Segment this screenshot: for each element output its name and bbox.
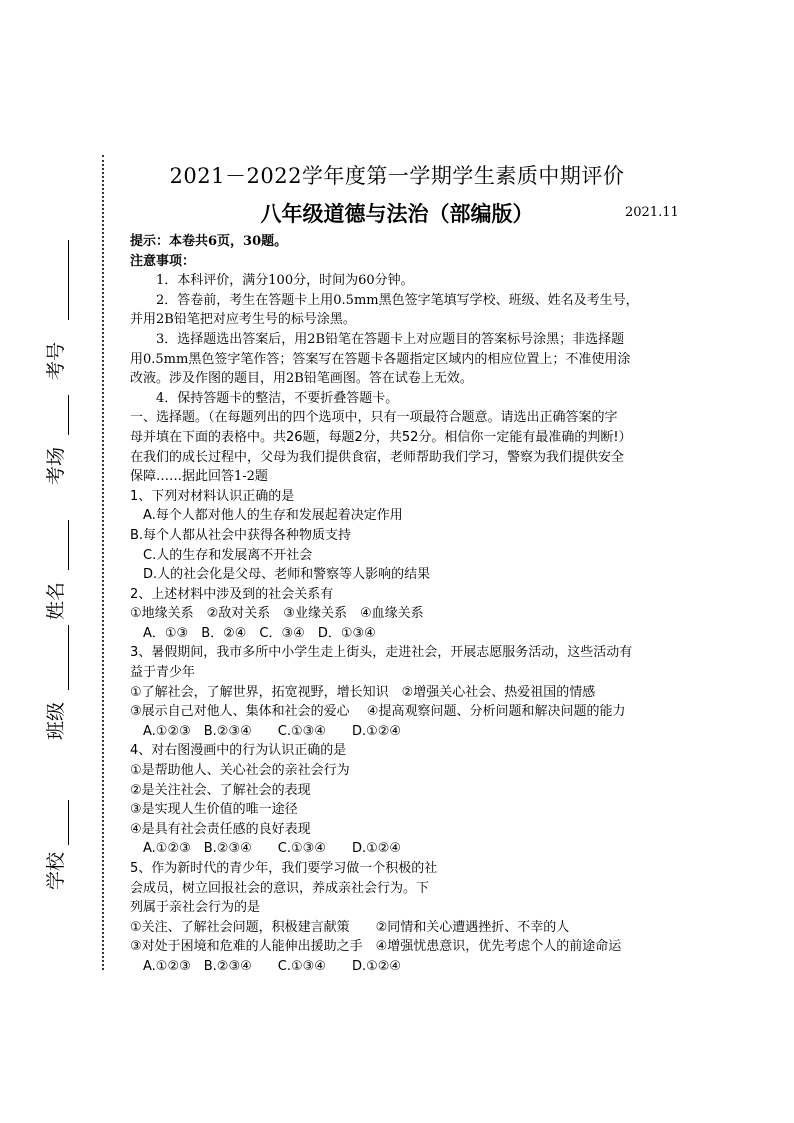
exam-date: 2021.11 [625,205,679,220]
question-3-options[interactable]: A.①②③ B.②③④ C.①③④ D.①②④ [143,723,402,739]
class-label: 班级 [45,701,67,740]
question-1-option-b[interactable]: B.每个人都从社会中获得各种物质支持 [130,527,352,543]
question-1-option-c[interactable]: C.人的生存和发展离不开社会 [143,547,313,563]
question-5-options[interactable]: A.①②③ B.②③④ C.①③④ D.①②④ [143,958,402,974]
question-5-item: ③对处于困境和危难的人能伸出援助之手 ④增强忧患意识，优先考虑个人的前途命运 [130,939,622,955]
exam-no-line [68,240,69,320]
class-field[interactable] [38,625,108,740]
question-4-item: ③是实现人生价值的唯一途径 [130,802,298,818]
question-1-option-a[interactable]: A.每个人都对他人的生存和发展起着决定作用 [143,508,403,524]
exam-no-field[interactable] [38,240,108,380]
note-line: 2．答卷前，考生在答题卡上用0.5mm黑色签字笔填写学校、班级、姓名及考生号， [156,292,639,308]
question-3-stem: 益于青少年 [130,665,196,681]
exam-no-label: 考号 [45,341,67,380]
section-heading: 一、选择题。（在每题列出的四个选项中，只有一项最符合题意。请选出正确答案的字 [130,410,618,426]
note-line: 4．保持答题卡的整洁，不要折叠答题卡。 [156,390,399,406]
note-line: 用0.5mm黑色签字笔作答；答案写在答题卡各题指定区域内的相应位置上；不准使用涂 [130,351,631,367]
exam-room-line [68,395,69,435]
question-2-stem: 2、上述材料中涉及到的社会关系有 [130,586,334,602]
question-1-option-d[interactable]: D.人的社会化是父母、老师和警察等人影响的结果 [143,567,431,583]
question-4-item: ①是帮助他人、关心社会的亲社会行为 [130,763,350,779]
question-3-item: ①了解社会，了解世界，拓宽视野，增长知识 ②增强关心社会、热爱祖国的情感 [130,684,596,700]
note-line: 1．本科评价，满分100分，时间为60分钟。 [156,273,414,289]
material-text: 在我们的成长过程中，父母为我们提供食宿，老师帮助我们学习，警察为我们提供安全 [130,449,625,465]
question-1-stem: 1、下列对材料认识正确的是 [130,488,295,504]
note-line: 3．选择题选出答案后，用2B铅笔在答题卡上对应题目的答案标号涂黑；非选择题 [156,331,625,347]
question-5-stem: 5、作为新时代的青少年，我们要学习做一个积极的社 [130,861,438,876]
question-2-options[interactable]: A．①③ B．②④ C．③④ D．①③④ [143,625,376,641]
question-4-stem: 4、对右图漫画中的行为认识正确的是 [130,743,347,759]
question-5-item: ①关注、了解社会问题，积极建言献策 ②同情和关心遭遇挫折、不幸的人 [130,919,570,935]
exam-room-field[interactable] [38,395,108,485]
name-field[interactable] [38,520,108,620]
school-line [68,800,69,845]
hint: 提示：本卷共6页，30题。 [130,234,288,249]
question-4-options[interactable]: A.①②③ B.②③④ C.①③④ D.①②④ [143,841,402,857]
question-4-item: ②是关注社会、了解社会的表现 [130,782,311,798]
exam-room-label: 考场 [45,446,67,485]
question-4-item: ④是具有社会责任感的良好表现 [130,821,311,837]
exam-body [130,232,670,977]
question-3-stem: 3、暑假期间，我市多所中小学生走上街头，走进社会，开展志愿服务活动，这些活动有 [130,645,633,661]
school-field[interactable] [38,800,108,890]
name-label: 姓名 [45,581,67,620]
note-line: 改液。涉及作图的题目，用2B铅笔画图。答在试卷上无效。 [130,371,473,387]
question-5-stem: 会成员，树立回报社会的意识，养成亲社会行为。下 [130,880,430,896]
note-line: 并用2B铅笔把对应考生号的标号涂黑。 [130,312,356,328]
school-label: 学校 [45,851,67,890]
question-2-items: ①地缘关系 ②敌对关系 ③业缘关系 ④血缘关系 [130,606,424,622]
exam-subtitle: 八年级道德与法治（部编版） [260,201,534,226]
name-line [68,520,69,570]
exam-title: 2021－2022学年度第一学期学生素质中期评价 [169,164,625,188]
notes-title: 注意事项： [130,253,196,269]
class-line [68,625,69,690]
section-heading: 母并填在下面的表格中。共26题，每题2分，共52分。相信你一定能有最准确的判断!） [130,429,632,445]
material-text: 保障……据此回答1-2题 [130,469,268,485]
question-5-stem: 列属于亲社会行为的是 [130,900,261,916]
question-3-item: ③展示自己对他人、集体和社会的爱心 ④提高观察问题、分析问题和解决问题的能力 [130,704,626,720]
